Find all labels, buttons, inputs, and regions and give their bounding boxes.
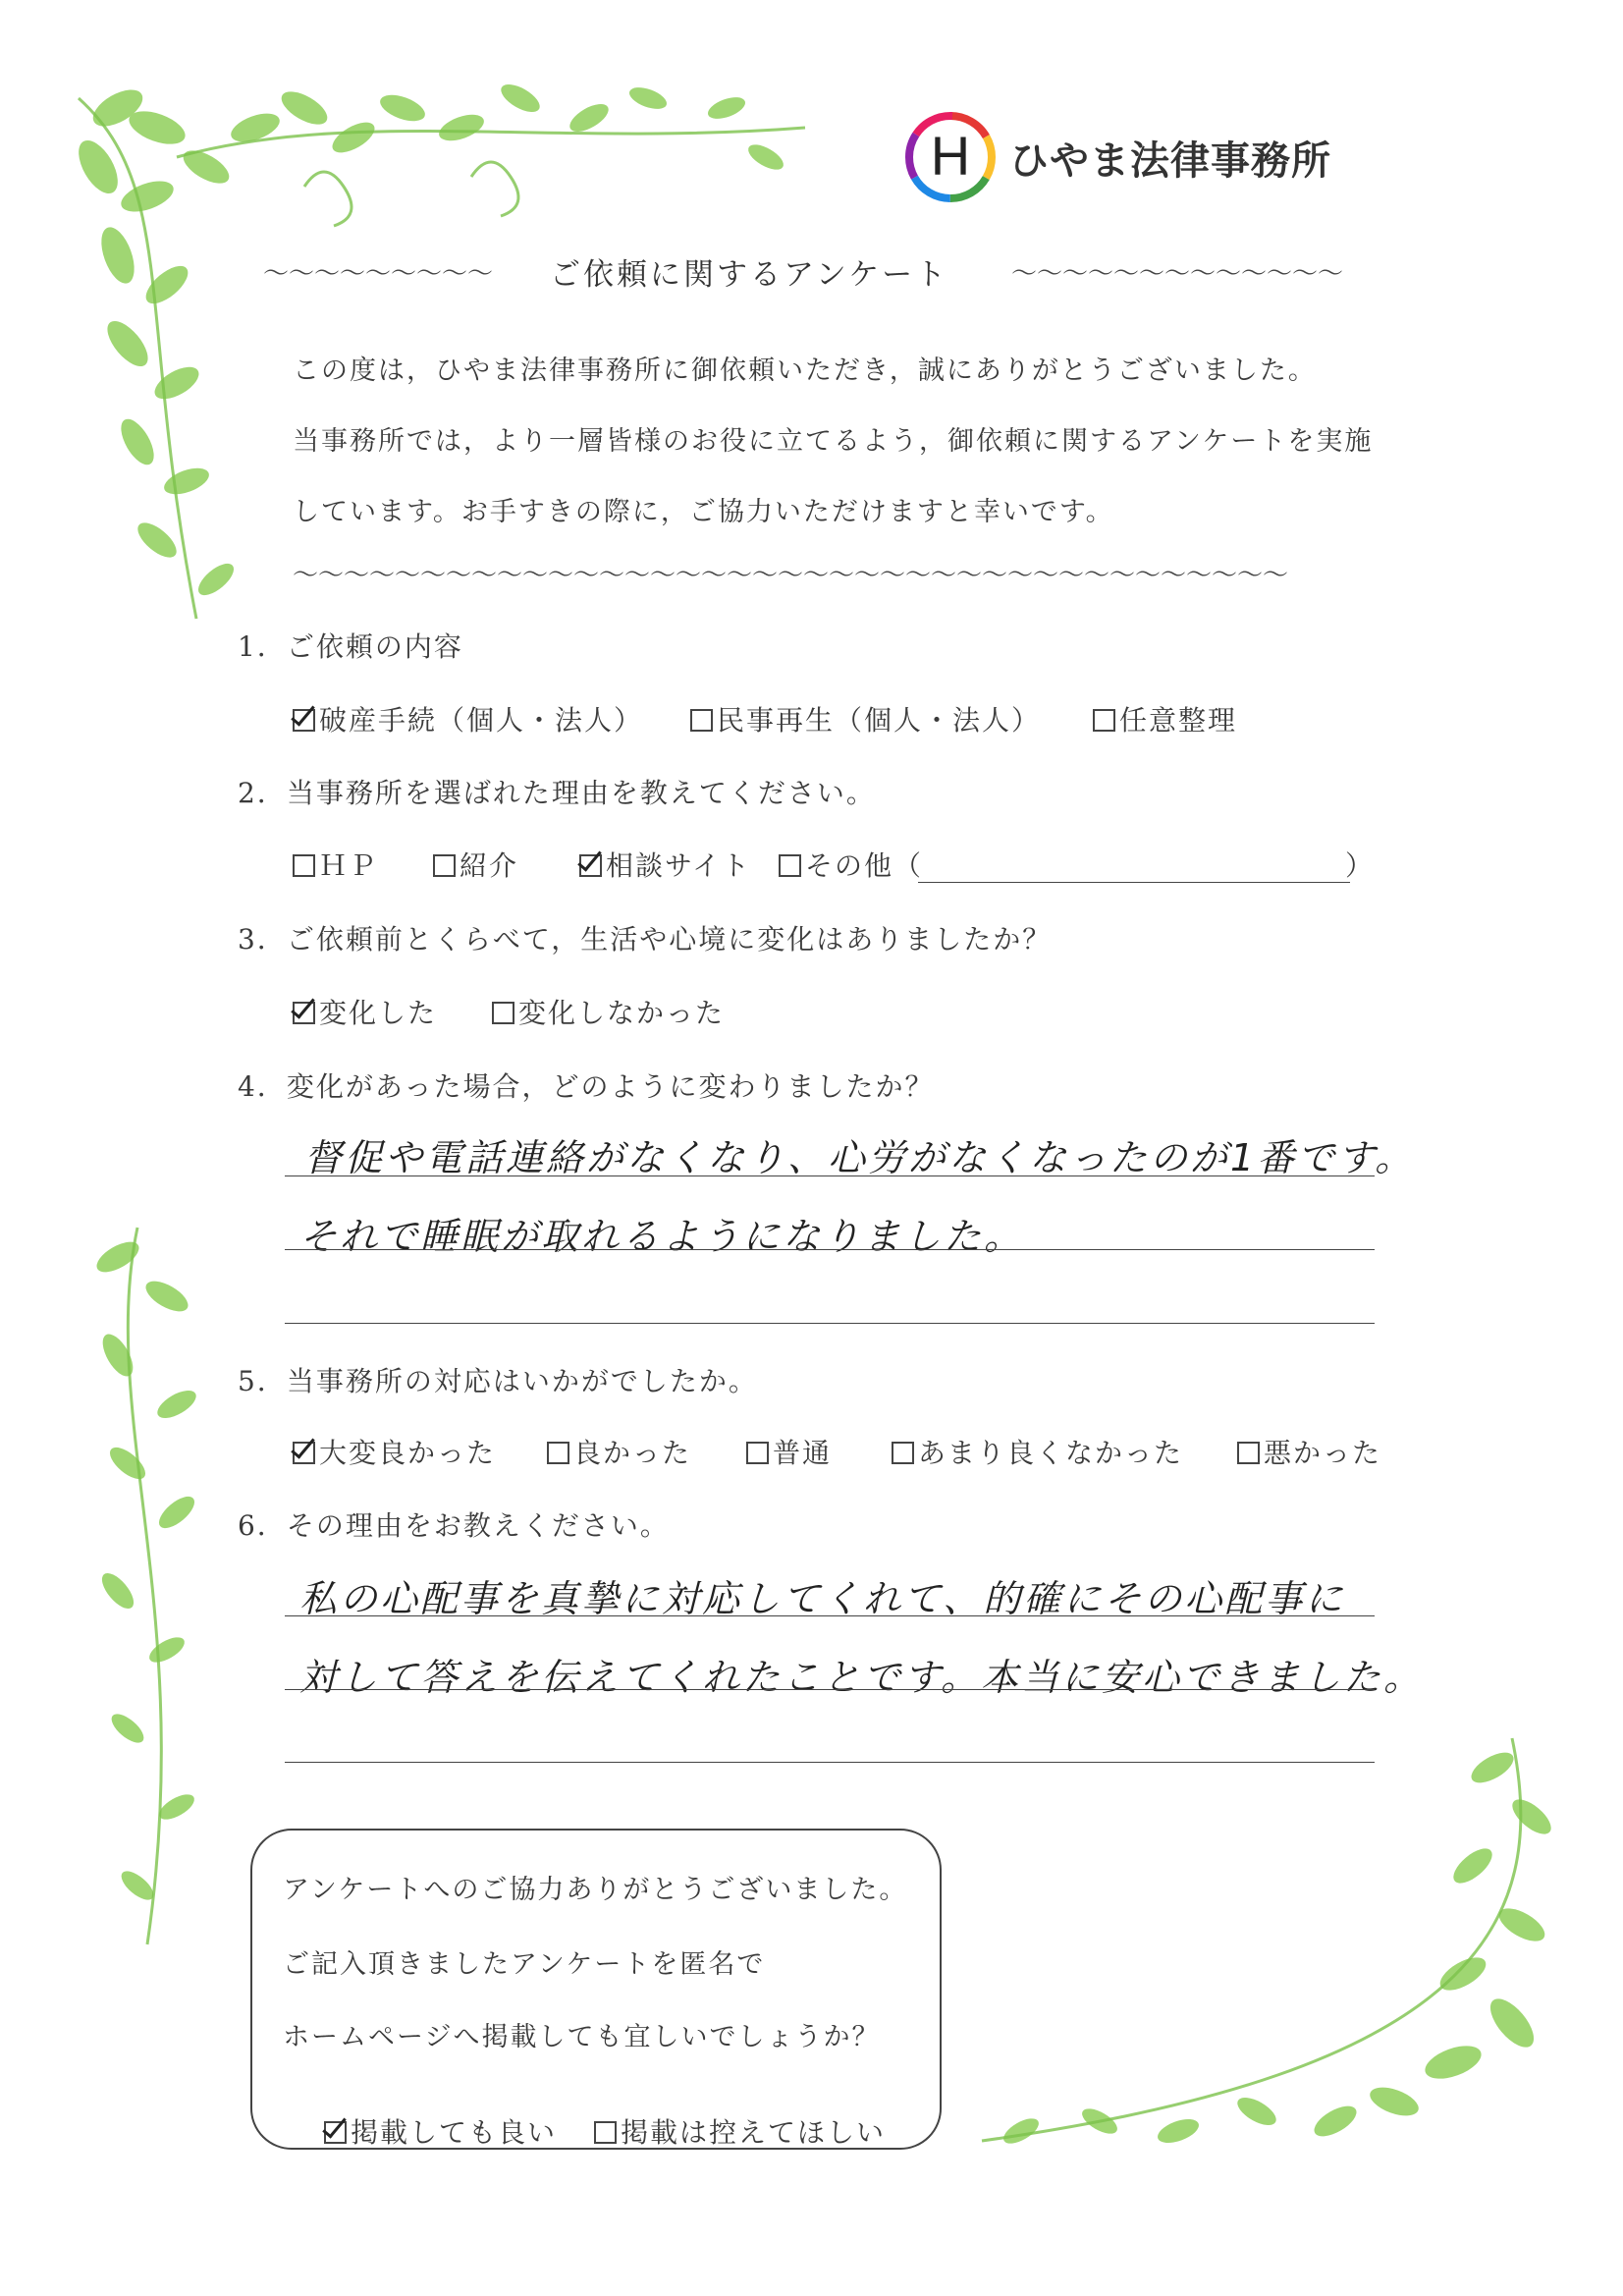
q6-answer-rule-3 bbox=[285, 1762, 1375, 1763]
intro-line-2: 当事務所では，より一層皆様のお役に立てるよう，御依頼に関するアンケートを実施 bbox=[293, 426, 1374, 457]
checkbox[interactable] bbox=[547, 1442, 569, 1464]
q4-answer-rule-1 bbox=[285, 1175, 1375, 1176]
title-tilde-right: 〜〜〜〜〜〜〜〜〜〜〜〜〜 bbox=[1011, 259, 1344, 289]
intro-line-1: この度は，ひやま法律事務所に御依頼いただき，誠にありがとうございました。 bbox=[293, 355, 1317, 386]
q6-label: 6．その理由をお教えください。 bbox=[238, 1509, 670, 1542]
q4-answer-rule-3 bbox=[285, 1323, 1375, 1324]
q5-option-very-good[interactable]: 大変良かった bbox=[293, 1432, 496, 1471]
q4-label: 4．変化があった場合，どのように変わりましたか？ bbox=[238, 1070, 935, 1103]
q1-label: 1．ご依頼の内容 bbox=[238, 630, 463, 663]
q2-label: 2．当事務所を選ばれた理由を教えてください。 bbox=[238, 777, 876, 809]
checkbox[interactable] bbox=[1093, 709, 1115, 732]
firm-name: ひやま法律事務所 bbox=[1009, 137, 1331, 184]
checkbox[interactable] bbox=[1237, 1442, 1260, 1464]
q5-option-good[interactable]: 良かった bbox=[547, 1432, 691, 1471]
checkbox-checked[interactable] bbox=[293, 709, 315, 732]
q2-close-paren: ） bbox=[1345, 849, 1376, 882]
q4-answer-rule-2 bbox=[285, 1249, 1375, 1250]
q5-option-bad[interactable]: 悪かった bbox=[1237, 1432, 1381, 1471]
checkbox[interactable] bbox=[892, 1442, 914, 1464]
vine-decoration-bottom-right bbox=[962, 1728, 1571, 2180]
q5-label: 5．当事務所の対応はいかがでしたか。 bbox=[238, 1365, 758, 1397]
q2-other-input-line[interactable] bbox=[918, 882, 1350, 883]
q1-option-voluntary[interactable]: 任意整理 bbox=[1093, 699, 1237, 738]
intro-divider: 〜〜〜〜〜〜〜〜〜〜〜〜〜〜〜〜〜〜〜〜〜〜〜〜〜〜〜〜〜〜〜〜〜〜〜〜〜〜〜 bbox=[293, 561, 1289, 590]
checkbox-checked[interactable] bbox=[324, 2121, 347, 2144]
checkbox[interactable] bbox=[690, 709, 713, 732]
notice-line-2: ご記入頂きましたアンケートを匿名で bbox=[283, 1949, 766, 1980]
page-title: ご依頼に関するアンケート bbox=[550, 257, 949, 293]
title-tilde-left: 〜〜〜〜〜〜〜〜〜 bbox=[263, 259, 494, 289]
vine-decoration-left-middle bbox=[59, 1218, 236, 1964]
q4-answer-line-1: 督促や電話連絡がなくなり、心労がなくなったのが1番です。 bbox=[304, 1136, 1416, 1179]
q2-option-hp[interactable]: ＨＰ bbox=[293, 845, 378, 884]
q5-option-normal[interactable]: 普通 bbox=[746, 1432, 832, 1471]
q2-option-other[interactable]: その他（ bbox=[779, 845, 923, 884]
consent-option-decline[interactable]: 掲載は控えてほしい bbox=[594, 2111, 886, 2151]
logo-letter: H bbox=[930, 125, 971, 187]
q5-option-not-so-good[interactable]: あまり良くなかった bbox=[892, 1432, 1183, 1471]
checkbox-checked[interactable] bbox=[579, 854, 602, 877]
q1-option-bankruptcy[interactable]: 破産手続（個人・法人） bbox=[293, 699, 643, 738]
q4-answer-line-2: それで睡眠が取れるようになりました。 bbox=[299, 1215, 1025, 1258]
checkbox[interactable] bbox=[746, 1442, 769, 1464]
checkbox[interactable] bbox=[779, 854, 801, 877]
q2-option-consult-site[interactable]: 相談サイト bbox=[579, 845, 751, 884]
checkbox[interactable] bbox=[433, 854, 456, 877]
notice-line-3: ホームページへ掲載しても宜しいでしょうか？ bbox=[283, 2022, 881, 2052]
vine-decoration-top-left bbox=[59, 69, 844, 707]
rainbow-ring-h-logo-icon bbox=[903, 110, 998, 204]
checkbox[interactable] bbox=[293, 854, 315, 877]
q6-answer-line-2: 対して答えを伝えてくれたことです。本当に安心できました。 bbox=[299, 1656, 1424, 1699]
notice-line-1: アンケートへのご協力ありがとうございました。 bbox=[283, 1875, 908, 1905]
intro-line-3: しています。お手すきの際に，ご協力いただけますと幸いです。 bbox=[293, 497, 1114, 527]
checkbox[interactable] bbox=[594, 2121, 617, 2144]
q6-answer-line-1: 私の心配事を真摯に対応してくれて、的確にその心配事に bbox=[299, 1577, 1346, 1620]
consent-option-allow[interactable]: 掲載しても良い bbox=[324, 2111, 557, 2151]
q1-option-civil-rehab[interactable]: 民事再生（個人・法人） bbox=[690, 699, 1041, 738]
firm-logo bbox=[903, 108, 1335, 206]
checkbox[interactable] bbox=[492, 1002, 514, 1024]
q2-option-referral[interactable]: 紹介 bbox=[433, 845, 518, 884]
checkbox-checked[interactable] bbox=[293, 1002, 315, 1024]
q3-label: 3．ご依頼前とくらべて，生活や心境に変化はありましたか？ bbox=[238, 923, 1053, 956]
q6-answer-rule-2 bbox=[285, 1689, 1375, 1690]
q3-option-changed[interactable]: 変化した bbox=[293, 992, 437, 1031]
checkbox-checked[interactable] bbox=[293, 1442, 315, 1464]
q3-option-not-changed[interactable]: 変化しなかった bbox=[492, 992, 725, 1031]
q6-answer-rule-1 bbox=[285, 1615, 1375, 1616]
